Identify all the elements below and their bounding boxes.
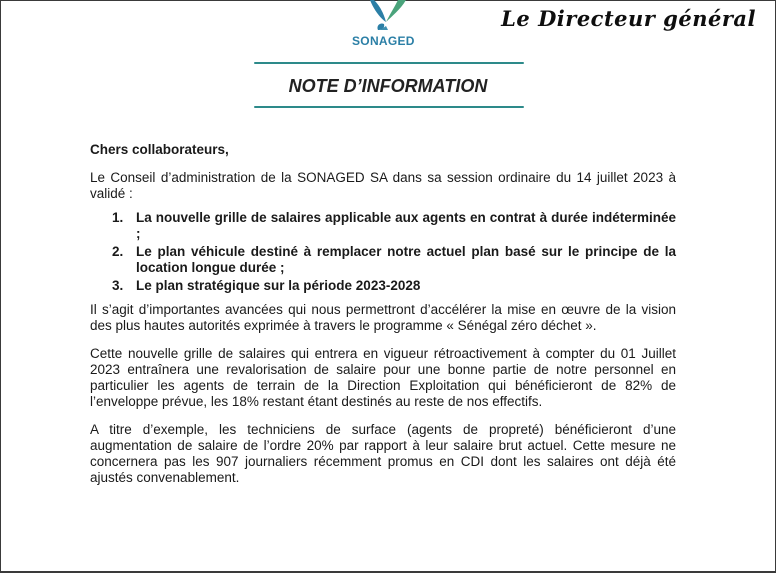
decisions-list — [90, 210, 676, 294]
paragraph-salary-grid: Cette nouvelle grille de salaires qui entrera en vigueur rétroactivement à compter du 01 Juillet 2023 entraînera une revalorisation de salaire pour une bonne partie de notre personnel en particulier les agents de terrain de la Direction Exploitation qui bénéficieront de 82% de l’enveloppe prévue, les 18% restant étant destinés au reste de nos effectifs. — [90, 346, 676, 409]
list-item-text: Le plan véhicule destiné à remplacer notre actuel plan basé sur le principe de la location longue durée ; — [136, 244, 676, 275]
salutation: Chers collaborateurs, — [90, 142, 229, 157]
list-item — [90, 278, 676, 294]
list-item-text: Le plan stratégique sur la période 2023-2028 — [136, 278, 421, 293]
list-item-number: 1. — [112, 210, 124, 225]
title-rule-bottom — [254, 106, 524, 108]
paragraph-vision: Il s’agit d’importantes avancées qui nous permettront d’accélérer la mise en œuvre de la vision des plus hautes autorités exprimée à travers le programme « Sénégal zéro déchet ». — [90, 302, 676, 333]
list-item-number: 3. — [112, 278, 124, 293]
list-item — [90, 210, 676, 242]
title-rule-top — [254, 62, 524, 64]
logo-text: SONAGED — [352, 34, 415, 48]
list-item-text: La nouvelle grille de salaires applicable aux agents en contrat à durée indéterminée ; — [136, 210, 676, 241]
paragraph-example: A titre d’exemple, les techniciens de surface (agents de propreté) bénéficieront d’une augmentation de salaire de l’ordre 20% par rapport à leur salaire brut actuel. Cette mesure ne concernera pas les 907 journaliers récemment promus en CDI dont les salaires ont déjà été ajustés convenablement. — [90, 422, 676, 485]
intro-paragraph: Le Conseil d’administration de la SONAGED SA dans sa session ordinaire du 14 juillet 2023 à validé : — [90, 170, 676, 201]
director-signature: Le Directeur général — [501, 6, 756, 31]
page-title: NOTE D’INFORMATION — [288, 76, 488, 96]
note-body — [90, 142, 676, 486]
list-item-number: 2. — [112, 244, 124, 259]
list-item — [90, 244, 676, 276]
